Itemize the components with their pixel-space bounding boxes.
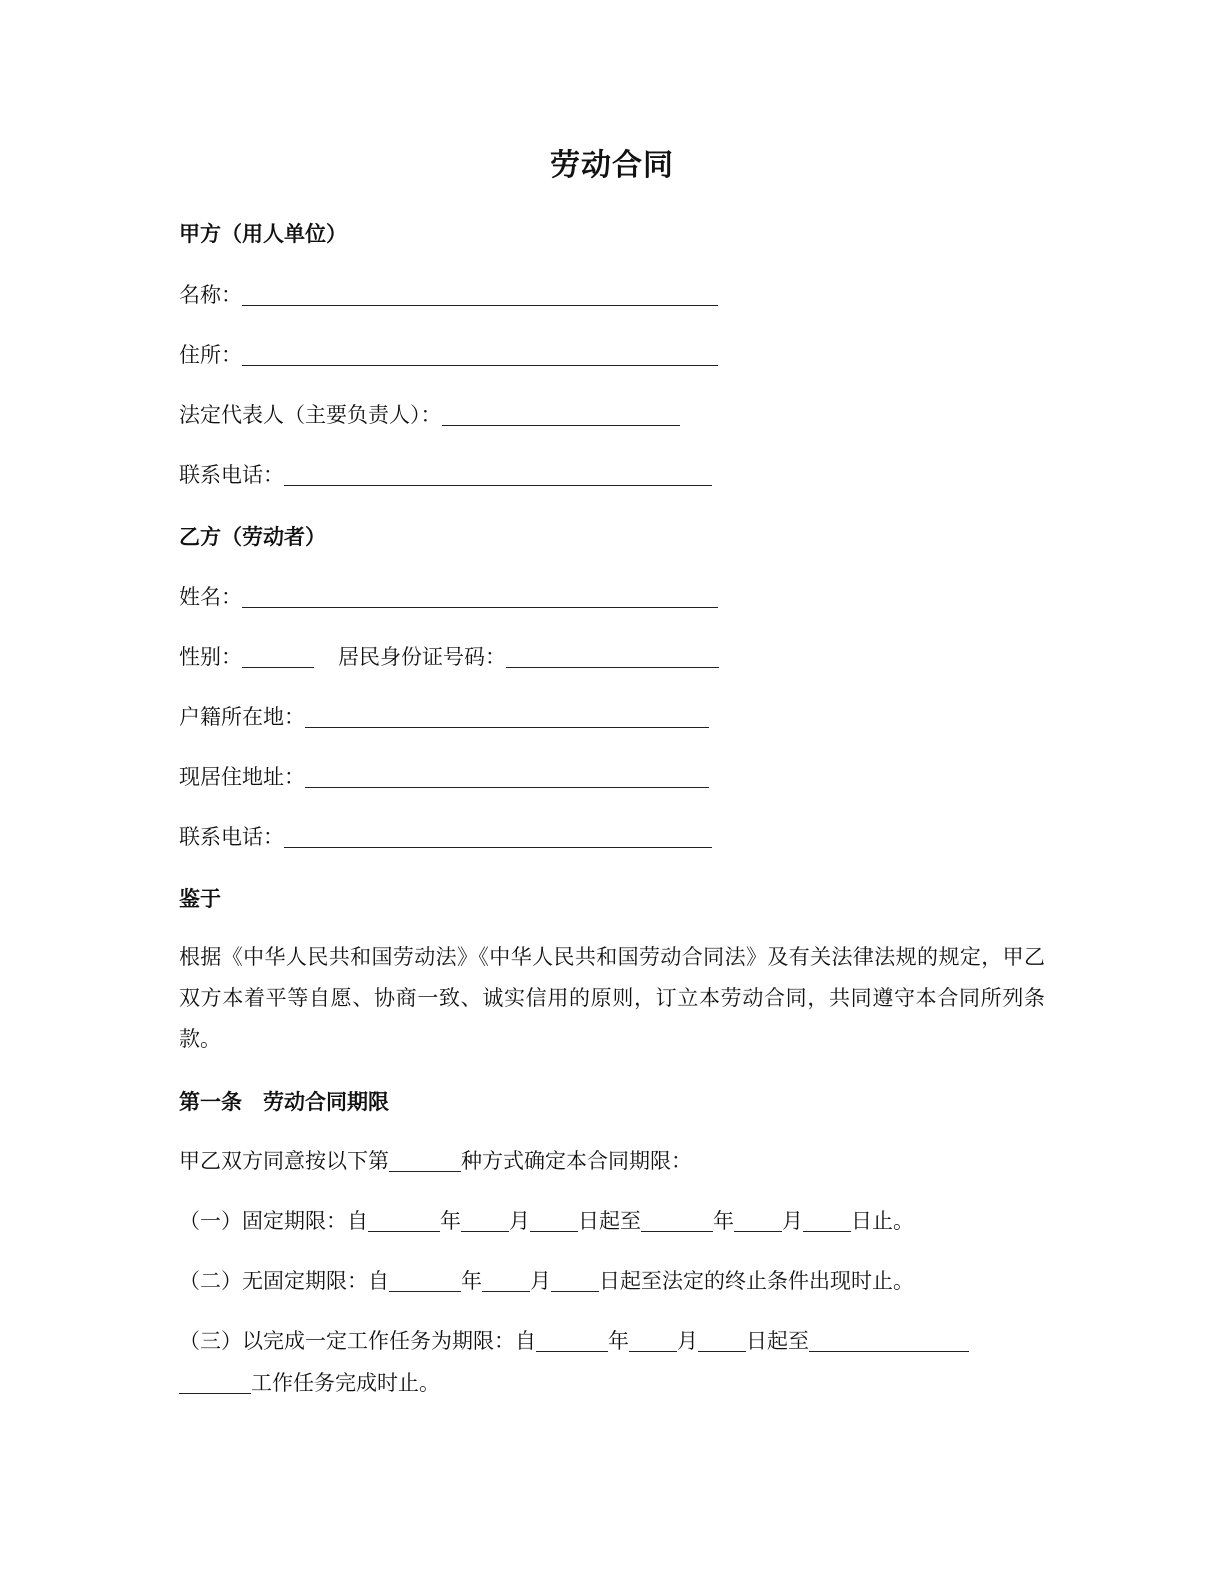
open-end-label: 日起至法定的终止条件出现时止。	[599, 1269, 914, 1293]
party-a-address-blank[interactable]	[242, 343, 718, 366]
party-a-phone-blank[interactable]	[284, 463, 712, 486]
task-day-to-label: 日起至	[746, 1329, 809, 1353]
whereas-heading: 鉴于	[179, 887, 221, 911]
party-a-address-label: 住所：	[179, 343, 242, 367]
party-b-name-label: 姓名：	[179, 585, 242, 609]
party-a-name-label: 名称：	[179, 283, 242, 307]
party-b-household-label: 户籍所在地：	[179, 705, 305, 729]
fixed-end-year-blank[interactable]	[641, 1209, 713, 1232]
fixed-year-label: 年	[440, 1209, 461, 1233]
party-b-heading: 乙方（劳动者）	[179, 525, 326, 549]
party-a-phone-row	[179, 460, 712, 490]
party-b-current-address-label: 现居住地址：	[179, 765, 305, 789]
party-a-legal-rep-label: 法定代表人（主要负责人）：	[179, 403, 442, 427]
party-b-id-label: 居民身份证号码：	[338, 645, 506, 669]
fixed-month2-label: 月	[782, 1209, 803, 1233]
party-b-gender-label: 性别：	[179, 645, 242, 669]
task-month-label: 月	[677, 1329, 698, 1353]
party-a-legal-rep-row	[179, 400, 680, 430]
open-term-row	[179, 1266, 914, 1296]
article-1-intro-post: 种方式确定本合同期限：	[461, 1149, 692, 1173]
open-start-year-blank[interactable]	[389, 1269, 461, 1292]
fixed-start-day-blank[interactable]	[530, 1209, 578, 1232]
party-b-name-row	[179, 582, 718, 612]
task-start-day-blank[interactable]	[698, 1329, 746, 1352]
task-description-blank-cont[interactable]	[179, 1371, 251, 1394]
term-option-blank[interactable]	[389, 1149, 461, 1172]
article-1-intro-pre: 甲乙双方同意按以下第	[179, 1149, 389, 1173]
open-year-label: 年	[461, 1269, 482, 1293]
fixed-day-to-label: 日起至	[578, 1209, 641, 1233]
party-b-phone-label: 联系电话：	[179, 825, 284, 849]
fixed-start-year-blank[interactable]	[368, 1209, 440, 1232]
open-month-label: 月	[530, 1269, 551, 1293]
party-a-heading: 甲方（用人单位）	[179, 222, 347, 246]
fixed-end-day-blank[interactable]	[803, 1209, 851, 1232]
fixed-end-label: 日止。	[851, 1209, 914, 1233]
party-a-address-row	[179, 340, 718, 370]
open-term-prefix: （二）无固定期限：自	[179, 1269, 389, 1293]
party-b-gender-id-row	[179, 642, 719, 672]
task-start-month-blank[interactable]	[629, 1329, 677, 1352]
fixed-year2-label: 年	[713, 1209, 734, 1233]
fixed-month-label: 月	[509, 1209, 530, 1233]
party-b-gender-blank[interactable]	[242, 645, 314, 668]
fixed-end-month-blank[interactable]	[734, 1209, 782, 1232]
task-year-label: 年	[608, 1329, 629, 1353]
task-term-row	[179, 1326, 969, 1356]
task-term-row-2	[179, 1368, 440, 1398]
task-end-label: 工作任务完成时止。	[251, 1371, 440, 1395]
article-1-heading: 第一条 劳动合同期限	[179, 1090, 389, 1114]
fixed-term-row	[179, 1206, 914, 1236]
party-a-name-blank[interactable]	[242, 283, 718, 306]
open-start-day-blank[interactable]	[551, 1269, 599, 1292]
fixed-start-month-blank[interactable]	[461, 1209, 509, 1232]
party-a-legal-rep-blank[interactable]	[442, 403, 680, 426]
party-a-name-row	[179, 280, 718, 310]
party-b-phone-row	[179, 822, 712, 852]
party-b-household-row	[179, 702, 709, 732]
party-b-name-blank[interactable]	[242, 585, 718, 608]
task-term-prefix: （三）以完成一定工作任务为期限：自	[179, 1329, 536, 1353]
task-description-blank[interactable]	[809, 1329, 969, 1352]
party-b-phone-blank[interactable]	[284, 825, 712, 848]
open-start-month-blank[interactable]	[482, 1269, 530, 1292]
document-title: 劳动合同	[550, 148, 674, 183]
party-b-current-address-row	[179, 762, 709, 792]
article-1-intro-row	[179, 1146, 692, 1176]
fixed-term-prefix: （一）固定期限：自	[179, 1209, 368, 1233]
party-b-current-address-blank[interactable]	[305, 765, 709, 788]
party-a-phone-label: 联系电话：	[179, 463, 284, 487]
task-start-year-blank[interactable]	[536, 1329, 608, 1352]
party-b-id-blank[interactable]	[506, 645, 719, 668]
party-b-household-blank[interactable]	[305, 705, 709, 728]
whereas-paragraph: 根据《中华人民共和国劳动法》《中华人民共和国劳动合同法》及有关法律法规的规定，甲乙双方本着平等自愿、协商一致、诚实信用的原则，订立本劳动合同，共同遵守本合同所列条款。	[179, 945, 1045, 1051]
